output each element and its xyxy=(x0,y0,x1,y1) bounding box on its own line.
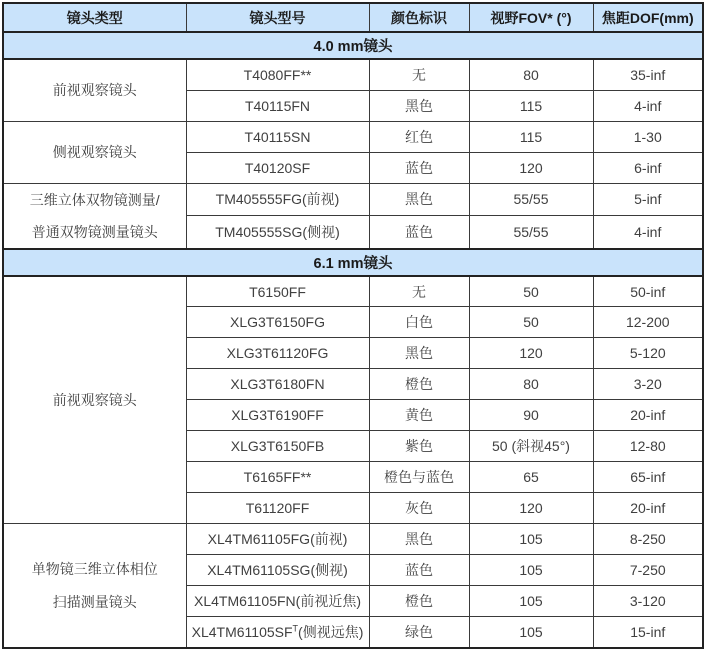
model-text: XL4TM61105SF xyxy=(191,624,293,641)
color-cell: 绿色 xyxy=(369,617,469,648)
table-row xyxy=(3,59,703,90)
section-title: 6.1 mm镜头 xyxy=(3,249,703,276)
dof-cell: 12-80 xyxy=(593,431,703,462)
section-header-4mm xyxy=(3,32,703,59)
model-cell: T6165FF** xyxy=(186,462,369,493)
section-header-6mm xyxy=(3,249,703,276)
color-cell: 无 xyxy=(369,59,469,90)
table-row xyxy=(3,276,703,307)
model-cell: XL4TM61105SG(侧视) xyxy=(186,555,369,586)
column-header-model: 镜头型号 xyxy=(186,3,369,32)
lens-type-cell xyxy=(3,59,186,121)
model-cell xyxy=(186,617,369,648)
fov-cell: 120 xyxy=(469,152,593,183)
model-cell: XLG3T6190FF xyxy=(186,400,369,431)
fov-cell: 115 xyxy=(469,121,593,152)
lens-type-label: 单物镜三维立体相位 xyxy=(31,561,158,578)
lens-type-label: 扫描测量镜头 xyxy=(52,593,137,610)
dof-cell: 12-200 xyxy=(593,307,703,338)
model-cell: TM405555FG(前视) xyxy=(186,183,369,216)
table-row xyxy=(3,524,703,555)
model-cell: XL4TM61105FG(前视) xyxy=(186,524,369,555)
fov-cell: 105 xyxy=(469,586,593,617)
fov-cell: 50 xyxy=(469,276,593,307)
model-cell: XL4TM61105FN(前视近焦) xyxy=(186,586,369,617)
color-cell: 黑色 xyxy=(369,183,469,216)
fov-cell: 80 xyxy=(469,59,593,90)
color-cell: 蓝色 xyxy=(369,152,469,183)
lens-type-label: 侧视观察镜头 xyxy=(52,143,137,160)
dof-cell: 20-inf xyxy=(593,493,703,524)
color-cell: 红色 xyxy=(369,121,469,152)
color-cell: 蓝色 xyxy=(369,555,469,586)
model-superscript: T xyxy=(292,623,299,634)
fov-cell: 55/55 xyxy=(469,183,593,216)
color-cell: 橙色 xyxy=(369,586,469,617)
dof-cell: 3-20 xyxy=(593,369,703,400)
model-cell: XLG3T6150FB xyxy=(186,431,369,462)
color-cell: 橙色 xyxy=(369,369,469,400)
model-cell: XLG3T6150FG xyxy=(186,307,369,338)
section-title: 4.0 mm镜头 xyxy=(3,32,703,59)
dof-cell: 7-250 xyxy=(593,555,703,586)
model-cell: TM405555SG(侧视) xyxy=(186,216,369,249)
model-cell: T40120SF xyxy=(186,152,369,183)
dof-cell: 5-inf xyxy=(593,183,703,216)
dof-cell: 4-inf xyxy=(593,216,703,249)
lens-type-cell xyxy=(3,183,186,249)
color-cell: 黑色 xyxy=(369,338,469,369)
fov-cell: 105 xyxy=(469,617,593,648)
model-cell: T40115FN xyxy=(186,90,369,121)
color-cell: 橙色与蓝色 xyxy=(369,462,469,493)
model-cell: XLG3T61120FG xyxy=(186,338,369,369)
fov-cell: 90 xyxy=(469,400,593,431)
model-cell: T4080FF** xyxy=(186,59,369,90)
fov-cell: 50 (斜视45°) xyxy=(469,431,593,462)
lens-type-cell xyxy=(3,121,186,183)
color-cell: 白色 xyxy=(369,307,469,338)
fov-cell: 105 xyxy=(469,555,593,586)
dof-cell: 35-inf xyxy=(593,59,703,90)
dof-cell: 15-inf xyxy=(593,617,703,648)
fov-cell: 120 xyxy=(469,338,593,369)
color-cell: 紫色 xyxy=(369,431,469,462)
lens-type-cell xyxy=(3,524,186,648)
model-cell: T40115SN xyxy=(186,121,369,152)
lens-spec-table xyxy=(2,2,704,649)
color-cell: 黑色 xyxy=(369,524,469,555)
dof-cell: 1-30 xyxy=(593,121,703,152)
color-cell: 无 xyxy=(369,276,469,307)
dof-cell: 20-inf xyxy=(593,400,703,431)
fov-cell: 120 xyxy=(469,493,593,524)
table-row xyxy=(3,183,703,216)
fov-cell: 115 xyxy=(469,90,593,121)
column-header-fov: 视野FOV* (°) xyxy=(469,3,593,32)
model-text-suffix: (侧视远焦) xyxy=(298,624,364,641)
column-header-dof: 焦距DOF(mm) xyxy=(593,3,703,32)
lens-type-label: 普通双物镜测量镜头 xyxy=(31,223,158,240)
fov-cell: 65 xyxy=(469,462,593,493)
dof-cell: 5-120 xyxy=(593,338,703,369)
column-header-color: 颜色标识 xyxy=(369,3,469,32)
color-cell: 黑色 xyxy=(369,90,469,121)
lens-type-label: 三维立体双物镜测量/ xyxy=(29,191,160,208)
lens-type-label: 前视观察镜头 xyxy=(52,392,137,409)
fov-cell: 55/55 xyxy=(469,216,593,249)
color-cell: 蓝色 xyxy=(369,216,469,249)
model-cell: T61120FF xyxy=(186,493,369,524)
header-row xyxy=(3,3,703,32)
model-cell: T6150FF xyxy=(186,276,369,307)
color-cell: 灰色 xyxy=(369,493,469,524)
fov-cell: 105 xyxy=(469,524,593,555)
column-header-lens-type: 镜头类型 xyxy=(3,3,186,32)
dof-cell: 4-inf xyxy=(593,90,703,121)
fov-cell: 80 xyxy=(469,369,593,400)
dof-cell: 65-inf xyxy=(593,462,703,493)
dof-cell: 8-250 xyxy=(593,524,703,555)
table-row xyxy=(3,121,703,152)
color-cell: 黄色 xyxy=(369,400,469,431)
dof-cell: 3-120 xyxy=(593,586,703,617)
lens-type-cell xyxy=(3,276,186,524)
fov-cell: 50 xyxy=(469,307,593,338)
lens-type-label: 前视观察镜头 xyxy=(52,82,137,99)
model-cell: XLG3T6180FN xyxy=(186,369,369,400)
dof-cell: 50-inf xyxy=(593,276,703,307)
dof-cell: 6-inf xyxy=(593,152,703,183)
